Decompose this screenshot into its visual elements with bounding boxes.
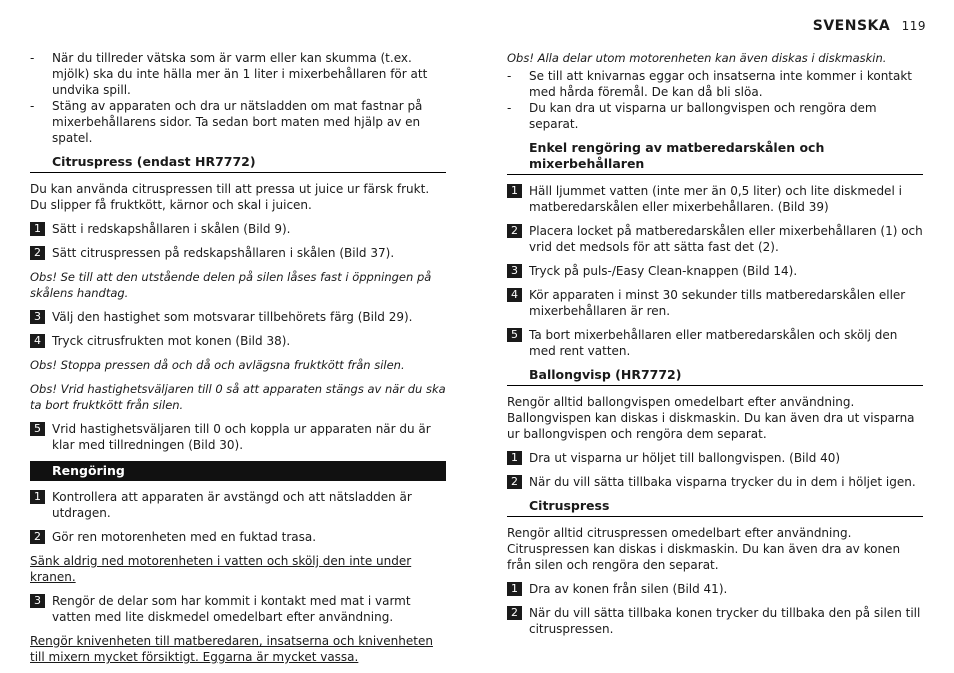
language-title: SVENSKA (812, 18, 891, 34)
step-item (30, 593, 446, 625)
warning-text: Rengör knivenheten till matberedaren, insatserna och knivenheten till mixern mycket försiktigt. Eggarna är mycket vassa. (30, 634, 433, 664)
step-text: Tryck citrusfrukten mot konen (Bild 38). (52, 334, 291, 348)
bullet-list (30, 50, 446, 146)
step-text: Tryck på puls-/Easy Clean-knappen (Bild 14). (529, 264, 798, 278)
left-column (30, 50, 446, 673)
step-number: 4 (507, 288, 522, 302)
step-item (30, 333, 446, 349)
step-text: Välj den hastighet som motsvarar tillbehörets färg (Bild 29). (52, 310, 413, 324)
step-item (507, 474, 923, 490)
step-text: Ta bort mixerbehållaren eller matberedarskålen och skölj den med rent vatten. (529, 328, 898, 358)
section-heading-enkel-rengoring: Enkel rengöring av matberedarskålen och mixerbehållaren (507, 140, 923, 175)
list-item: - När du tillreder vätska som är varm eller kan skumma (t.ex. mjölk) ska du inte hälla mer än 1 liter i mixerbehållaren för att undvika spill. (30, 50, 446, 98)
step-number: 4 (30, 334, 45, 348)
step-number: 1 (507, 184, 522, 198)
note-text: Obs! Stoppa pressen då och då och avlägsna fruktkött från silen. (30, 358, 405, 372)
step-number: 2 (30, 246, 45, 260)
section-heading-citruspress-clean: Citruspress (507, 498, 923, 517)
step-text: Dra av konen från silen (Bild 41). (529, 582, 728, 596)
step-item (507, 183, 923, 215)
step-number: 2 (507, 606, 522, 620)
step-text: Häll ljummet vatten (inte mer än 0,5 liter) och lite diskmedel i matberedarskålen eller mixerbehållaren. (Bild 39) (529, 184, 902, 214)
step-item (30, 245, 446, 261)
step-item (507, 605, 923, 637)
step-text: När du vill sätta tillbaka konen trycker du tillbaka den på silen till citruspressen. (529, 606, 921, 636)
step-number: 1 (30, 222, 45, 236)
step-item (507, 263, 923, 279)
step-item (507, 287, 923, 319)
step-text: Placera locket på matberedarskålen eller mixerbehållaren (1) och vrid det medsols för att sätta fast det (2). (529, 224, 923, 254)
list-item: - Stäng av apparaten och dra ur nätsladden om mat fastnar på mixerbehållarens sidor. Ta sedan bort maten med hjälp av en spatel. (30, 98, 446, 146)
step-number: 2 (507, 224, 522, 238)
step-item (507, 450, 923, 466)
step-number: 3 (30, 594, 45, 608)
step-item (30, 529, 446, 545)
step-number: 1 (30, 490, 45, 504)
step-number: 3 (507, 264, 522, 278)
step-text: Gör ren motorenheten med en fuktad trasa. (52, 530, 317, 544)
step-number: 1 (507, 582, 522, 596)
note-text: Obs! Se till att den utstående delen på silen låses fast i öppningen på skålens handtag. (30, 270, 432, 300)
step-item (30, 489, 446, 521)
right-column (507, 50, 923, 645)
section-intro: Rengör alltid citruspressen omedelbart efter användning. Citruspressen kan diskas i diskmaskin. Du kan även dra av konen från silen och rengöra den separat. (507, 526, 901, 572)
step-number: 2 (507, 475, 522, 489)
bullet-list (507, 68, 923, 132)
section-intro: Du kan använda citruspressen till att pressa ut juice ur färsk frukt. Du slipper få fruktkött, kärnor och skal i juicen. (30, 182, 430, 212)
step-number: 3 (30, 310, 45, 324)
step-number: 5 (507, 328, 522, 342)
step-item (30, 421, 446, 453)
step-item (507, 327, 923, 359)
step-number: 1 (507, 451, 522, 465)
step-text: Rengör de delar som har kommit i kontakt med mat i varmt vatten med lite diskmedel omedelbart efter användning. (52, 594, 411, 624)
step-text: Sätt citruspressen på redskapshållaren i skålen (Bild 37). (52, 246, 395, 260)
step-number: 2 (30, 530, 45, 544)
note-text: Obs! Vrid hastighetsväljaren till 0 så att apparaten stängs av när du ska ta bort fruktkött från silen. (30, 382, 446, 412)
step-text: Vrid hastighetsväljaren till 0 och koppla ur apparaten när du är klar med tillredningen (Bild 30). (52, 422, 431, 452)
section-heading-rengoring: Rengöring (30, 461, 446, 481)
page-number: 119 (901, 19, 926, 33)
step-item (30, 221, 446, 237)
section-heading-citruspress: Citruspress (endast HR7772) (30, 154, 446, 173)
section-heading-ballongvisp: Ballongvisp (HR7772) (507, 367, 923, 386)
warning-text: Sänk aldrig ned motorenheten i vatten och skölj den inte under kranen. (30, 554, 412, 584)
step-text: När du vill sätta tillbaka visparna trycker du in dem i höljet igen. (529, 475, 916, 489)
note-text: Obs! Alla delar utom motorenheten kan även diskas i diskmaskin. (507, 51, 887, 65)
step-text: Dra ut visparna ur höljet till ballongvispen. (Bild 40) (529, 451, 841, 465)
step-number: 5 (30, 422, 45, 436)
step-item (30, 309, 446, 325)
step-text: Kör apparaten i minst 30 sekunder tills matberedarskålen eller mixerbehållaren är ren. (529, 288, 906, 318)
list-item: - Se till att knivarnas eggar och insatserna inte kommer i kontakt med hårda föremål. De kan då bli slöa. (507, 68, 923, 100)
step-item (507, 223, 923, 255)
list-item: - Du kan dra ut visparna ur ballongvispen och rengöra dem separat. (507, 100, 923, 132)
step-text: Kontrollera att apparaten är avstängd och att nätsladden är utdragen. (52, 490, 412, 520)
step-text: Sätt i redskapshållaren i skålen (Bild 9). (52, 222, 291, 236)
section-intro: Rengör alltid ballongvispen omedelbart efter användning. Ballongvispen kan diskas i diskmaskin. Du kan även dra ut visparna ur ballongvispen och rengöra dem separat. (507, 395, 915, 441)
page-header (813, 18, 926, 34)
step-item (507, 581, 923, 597)
